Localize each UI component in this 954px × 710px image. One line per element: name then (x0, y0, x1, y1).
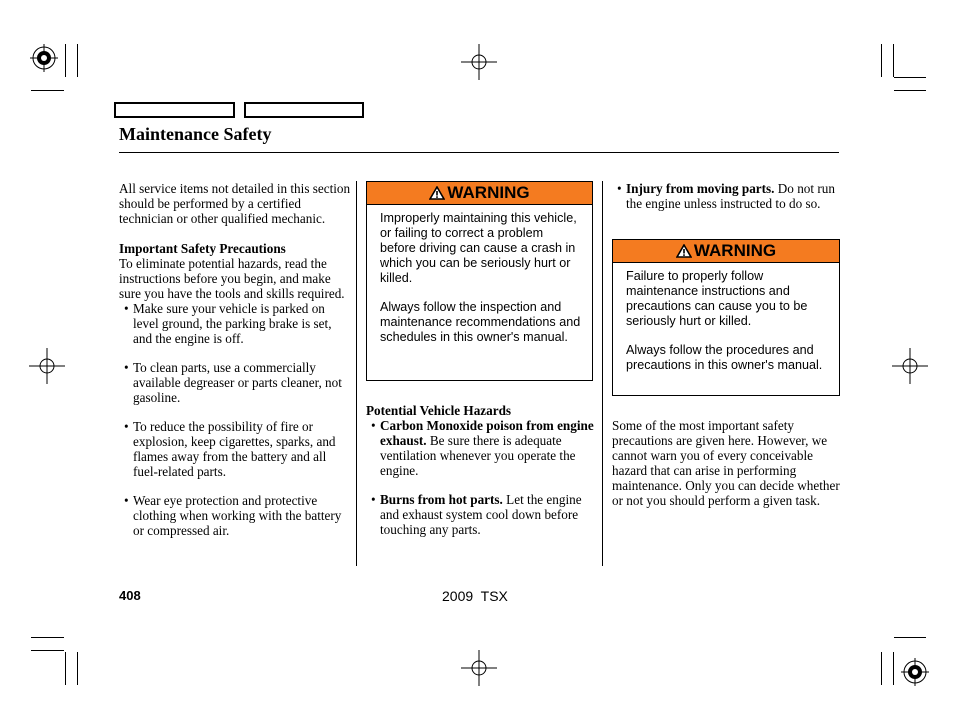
column-divider (356, 181, 357, 566)
list-item: • Make sure your vehicle is parked on level ground, the parking brake is set, and the engine is off. (119, 301, 351, 346)
page-number: 408 (119, 588, 141, 603)
warning-label: WARNING (693, 241, 777, 260)
registration-target-icon (901, 658, 929, 686)
middle-column (366, 403, 598, 537)
closing-paragraph: Some of the most important safety precautions are given here. However, we cannot warn you of every conceivable hazard that can arise in performing maintenance. Only you can decide whether or not you should perform a given task. (612, 418, 840, 508)
crosshair-icon (461, 44, 497, 80)
title-rule (119, 152, 839, 153)
list-item: • To clean parts, use a commercially available degreaser or parts cleaner, not gasoline. (119, 360, 351, 405)
warning-header (613, 240, 839, 263)
crosshair-icon (461, 650, 497, 686)
footer-model: 2009 TSX (442, 588, 508, 604)
list-item: • Carbon Monoxide poison from engine exhaust. Be sure there is adequate ventilation whenever you operate the engine. (366, 418, 598, 478)
precautions-heading: Important Safety Precautions (119, 241, 286, 256)
warning-box (366, 181, 593, 381)
page-title: Maintenance Safety (119, 124, 272, 144)
right-column-top (612, 181, 839, 211)
list-item: • Wear eye protection and protective clothing when working with the battery or compressed air. (119, 493, 351, 538)
list-item: • Burns from hot parts. Let the engine and exhaust system cool down before touching any parts. (366, 492, 598, 537)
crosshair-icon (29, 348, 65, 384)
warning-text: Always follow the procedures and precautions in this owner's manual. (626, 343, 823, 372)
column-divider (602, 181, 603, 566)
crosshair-icon (892, 348, 928, 384)
left-column (119, 181, 351, 538)
list-item: • Injury from moving parts. Do not run the engine unless instructed to do so. (612, 181, 839, 211)
registration-target-icon (30, 44, 58, 72)
section-tab-1 (114, 102, 235, 118)
warning-triangle-icon (676, 244, 692, 258)
right-column-bottom (612, 418, 842, 508)
warning-text: Always follow the inspection and maintenance recommendations and schedules in this owner's manual. (380, 300, 581, 344)
warning-box (612, 239, 840, 396)
list-item: • To reduce the possibility of fire or explosion, keep cigarettes, sparks, and flames away from the battery and all fuel-related parts. (119, 419, 351, 479)
warning-text: Failure to properly follow maintenance instructions and precautions can cause you to be seriously hurt or killed. (626, 269, 808, 328)
precautions-intro: To eliminate potential hazards, read the instructions before you begin, and make sure you have the tools and skills required. (119, 256, 345, 301)
intro-paragraph: All service items not detailed in this section should be performed by a certified technician or other qualified mechanic. (119, 181, 351, 226)
section-tab-2 (244, 102, 364, 118)
warning-header (367, 182, 592, 205)
hazards-heading: Potential Vehicle Hazards (366, 403, 512, 418)
warning-label: WARNING (447, 183, 530, 202)
warning-text: Improperly maintaining this vehicle, or failing to correct a problem before driving can cause a crash in which you can be seriously hurt or killed. (380, 211, 577, 285)
warning-triangle-icon (429, 186, 445, 200)
